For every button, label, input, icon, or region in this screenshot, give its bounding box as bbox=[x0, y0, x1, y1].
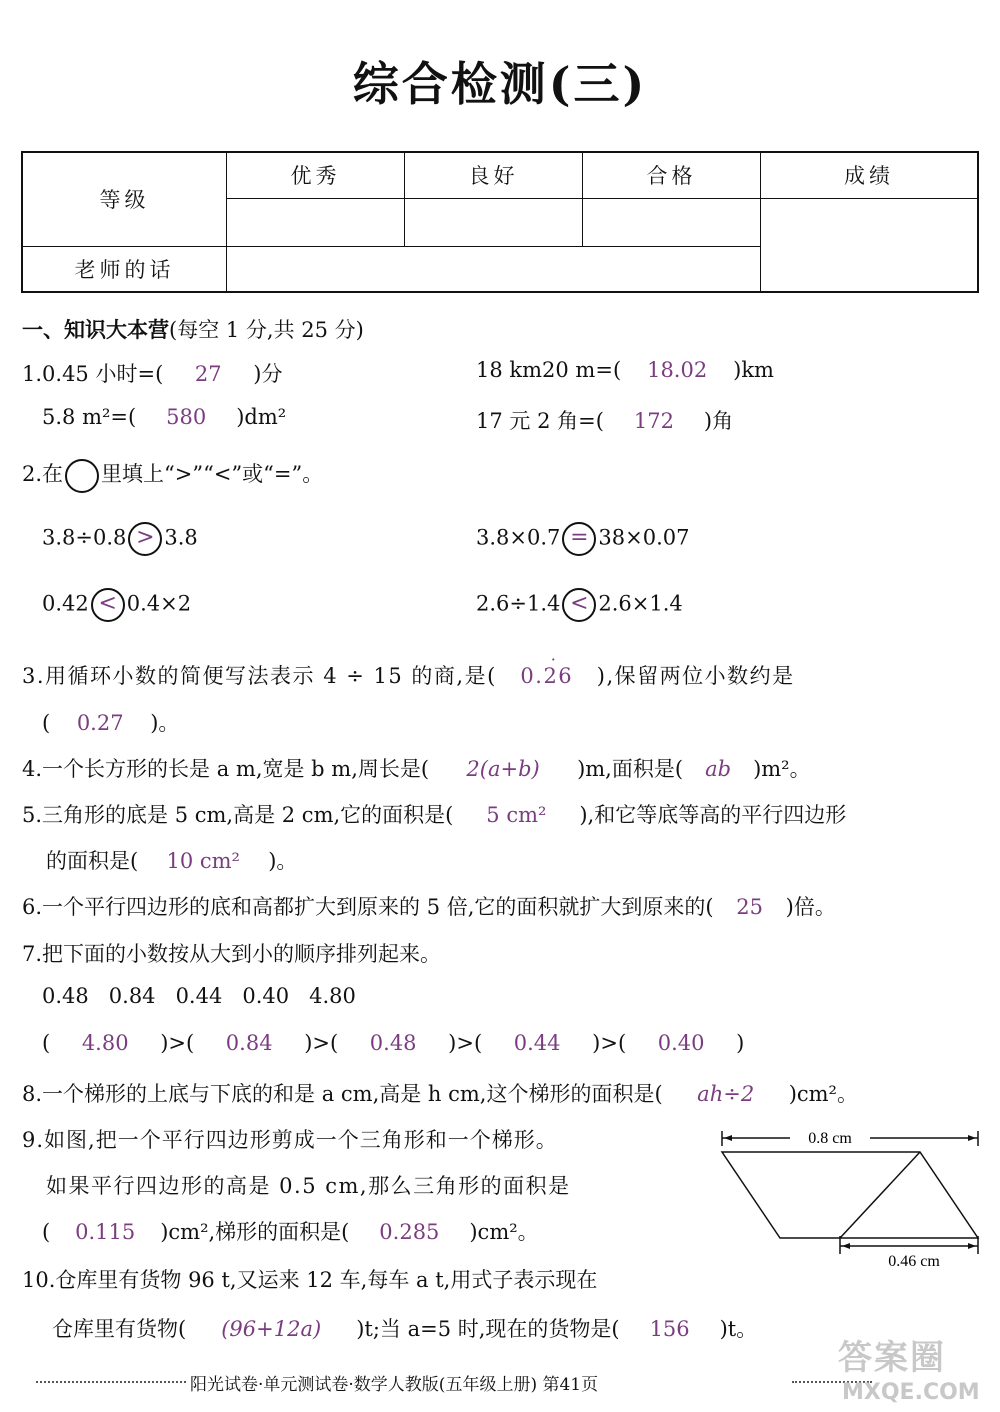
q2-item-1: 3.8÷0.8 > 3.8 bbox=[42, 522, 198, 556]
q10-line2: 仓库里有货物( (96+12a) )t;当 a=5 时,现在的货物是( 156 )t。 bbox=[52, 1317, 758, 1341]
q9-line1: 9.如图,把一个平行四边形剪成一个三角形和一个梯形。 bbox=[22, 1128, 558, 1152]
compare-answer: < bbox=[98, 591, 117, 616]
answer: (96+12a) bbox=[221, 1317, 322, 1341]
section-note: (每空 1 分,共 25 分) bbox=[169, 318, 364, 342]
answer: 0.26 · bbox=[520, 650, 574, 688]
answer: 5 cm² bbox=[486, 803, 547, 827]
bottom-label: 0.46 cm bbox=[888, 1253, 940, 1270]
q1-b: 18 km20 m=( 18.02 )km bbox=[476, 358, 774, 382]
answer: ah÷2 bbox=[697, 1082, 755, 1106]
answer: 25 bbox=[736, 895, 763, 919]
parallelogram-shape bbox=[722, 1152, 978, 1238]
q3-line2: ( 0.27 )。 bbox=[42, 711, 180, 735]
q5-line2: 的面积是( 10 cm² )。 bbox=[46, 849, 298, 873]
compare-answer: > bbox=[136, 525, 155, 550]
q2-item-3: 0.42 < 0.4×2 bbox=[42, 588, 191, 622]
cell-excellent bbox=[227, 198, 405, 246]
answer: 4.80 bbox=[81, 1031, 129, 1055]
q1-a: 1.0.45 小时=( 27 )分 bbox=[22, 362, 283, 386]
watermark-logo: 答案圈 bbox=[838, 1338, 946, 1378]
answer: 172 bbox=[633, 409, 674, 433]
answer: 2(a+b) bbox=[466, 757, 540, 781]
q1-c: 5.8 m²=( 580 )dm² bbox=[42, 405, 287, 429]
cell-score bbox=[761, 198, 979, 292]
cell-good bbox=[405, 198, 583, 246]
section-title: 一、知识大本营 bbox=[22, 317, 169, 342]
answer: 0.285 bbox=[379, 1220, 440, 1244]
answer: ab bbox=[705, 757, 732, 781]
grade-label: 等级 bbox=[22, 152, 227, 246]
page-title: 综合检测(三) bbox=[352, 57, 648, 111]
footer-text: 阳光试卷·单元测试卷·数学人教版(五年级上册) 第41页 bbox=[190, 1375, 599, 1395]
answer: 0.40 bbox=[657, 1031, 705, 1055]
answer: 18.02 bbox=[647, 358, 708, 382]
col-excellent: 优秀 bbox=[227, 152, 405, 198]
q2-item-4: 2.6÷1.4 < 2.6×1.4 bbox=[476, 588, 683, 622]
col-good: 良好 bbox=[405, 152, 583, 198]
empty-circle-icon bbox=[65, 459, 99, 493]
compare-answer: = bbox=[570, 525, 589, 550]
q9-line2: 如果平行四边形的高是 0.5 cm,那么三角形的面积是 bbox=[46, 1174, 571, 1198]
q3-line1: 3.用循环小数的简便写法表示 4 ÷ 15 的商,是( 0.26 · ),保留两位小数约是 bbox=[22, 650, 795, 688]
q8: 8.一个梯形的上底与下底的和是 a cm,高是 h cm,这个梯形的面积是( ah÷2 )cm²。 bbox=[22, 1082, 858, 1106]
section-header bbox=[22, 314, 364, 344]
col-score: 成绩 bbox=[761, 152, 979, 198]
parallelogram-figure bbox=[718, 1124, 982, 1274]
q2-instruction: 2.在 里填上“>”“<”或“=”。 bbox=[22, 458, 323, 493]
q4: 4.一个长方形的长是 a m,宽是 b m,周长是( 2(a+b) )m,面积是( ab )m²。 bbox=[22, 757, 811, 781]
answer: 0.84 bbox=[225, 1031, 273, 1055]
repeating-dot: · bbox=[550, 650, 558, 669]
q7-numbers: 0.48 0.84 0.44 0.40 4.80 bbox=[42, 984, 356, 1008]
answer: 0.27 bbox=[76, 711, 124, 735]
compare-answer: < bbox=[570, 591, 589, 616]
answer: 0.44 bbox=[513, 1031, 561, 1055]
q2-item-2: 3.8×0.7 = 38×0.07 bbox=[476, 522, 689, 556]
grade-table bbox=[21, 151, 979, 293]
teacher-comment-cell bbox=[227, 246, 761, 292]
cut-line bbox=[840, 1152, 920, 1238]
watermark-url: MXQE.COM bbox=[842, 1380, 980, 1405]
answer: 580 bbox=[166, 405, 207, 429]
q1-d: 17 元 2 角=( 172 )角 bbox=[476, 409, 734, 433]
answer: 156 bbox=[649, 1317, 690, 1341]
answer: 27 bbox=[194, 362, 222, 386]
answer: 10 cm² bbox=[166, 849, 240, 873]
q6: 6.一个平行四边形的底和高都扩大到原来的 5 倍,它的面积就扩大到原来的( 25 )倍。 bbox=[22, 895, 836, 919]
q7-answers: ( 4.80 )>( 0.84 )>( 0.48 )>( 0.44 )>( 0.40 ) bbox=[42, 1031, 745, 1055]
teacher-label: 老师的话 bbox=[22, 246, 227, 292]
top-label: 0.8 cm bbox=[808, 1130, 852, 1147]
q10-line1: 10.仓库里有货物 96 t,又运来 12 车,每车 a t,用式子表示现在 bbox=[22, 1268, 598, 1292]
answer: 0.115 bbox=[75, 1220, 136, 1244]
q5-line1: 5.三角形的底是 5 cm,高是 2 cm,它的面积是( 5 cm² ),和它等底等高的平行四边形 bbox=[22, 803, 847, 827]
q7-instruction: 7.把下面的小数按从大到小的顺序排列起来。 bbox=[22, 942, 442, 966]
footer-divider-left bbox=[36, 1381, 186, 1383]
col-pass: 合格 bbox=[583, 152, 761, 198]
answer: 0.48 bbox=[369, 1031, 417, 1055]
cell-pass bbox=[583, 198, 761, 246]
q9-line3: ( 0.115 )cm²,梯形的面积是( 0.285 )cm²。 bbox=[42, 1220, 539, 1244]
